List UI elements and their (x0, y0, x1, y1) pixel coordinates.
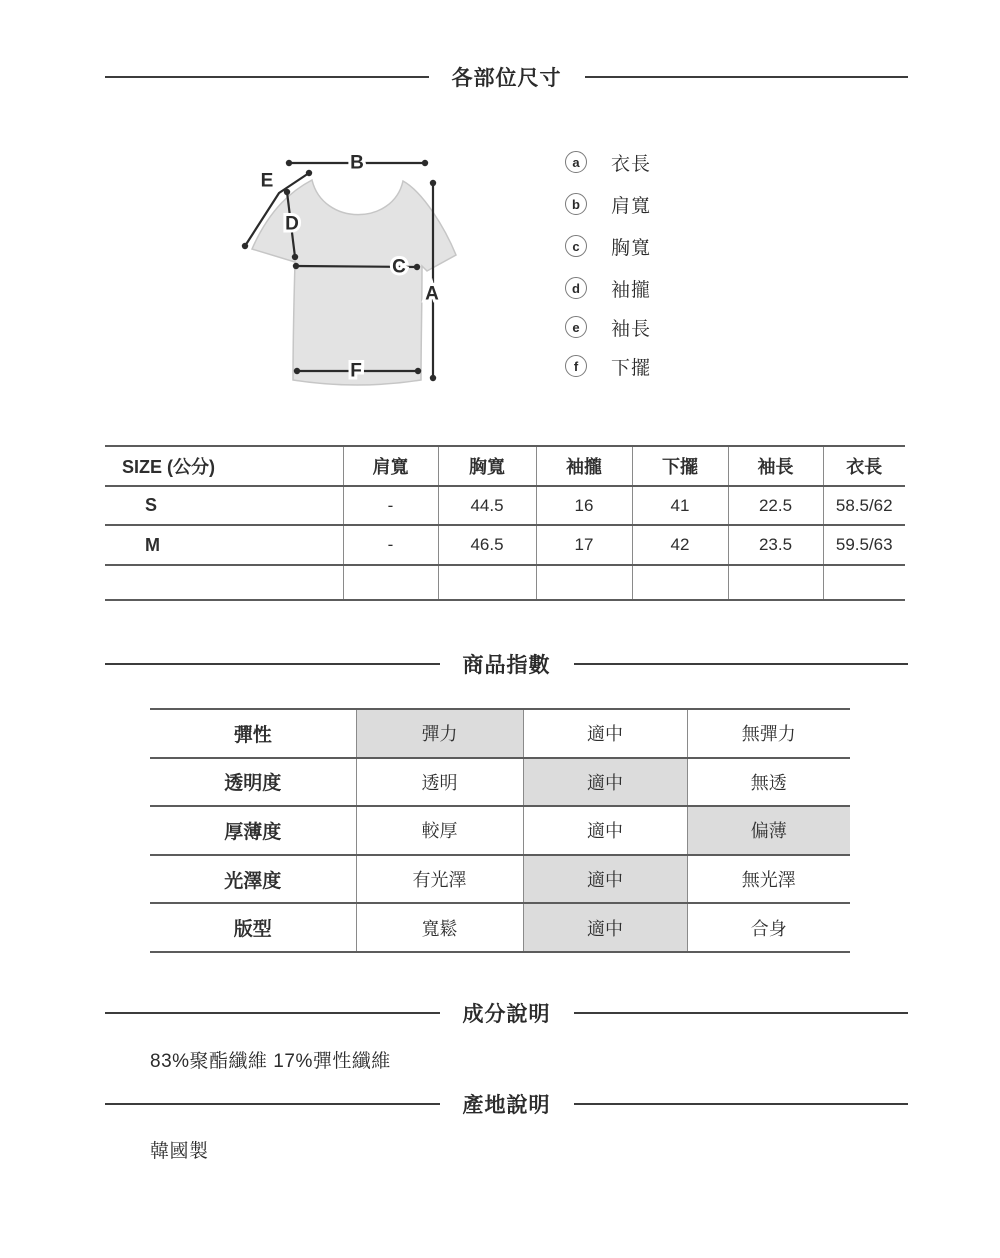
header-rule-left (105, 663, 440, 665)
header-rule-left (105, 1103, 440, 1105)
size-col-header: 袖長 (728, 446, 823, 486)
legend-label: 袖攏 (611, 279, 652, 301)
index-label: 透明度 (224, 773, 282, 795)
circled-letter-f-icon: f (565, 355, 587, 377)
legend-item-e (565, 315, 651, 339)
legend-label: 衣長 (611, 153, 652, 175)
tshirt-shape (252, 180, 456, 385)
size-value: 22.5 (728, 486, 823, 525)
index-option: 無透 (687, 758, 850, 807)
index-row-elasticity (150, 709, 850, 758)
mark-C: C (392, 256, 406, 278)
legend-item-f (565, 354, 651, 378)
header-rule-right (574, 1012, 909, 1014)
origin-section-header (105, 1089, 908, 1119)
index-row-thickness (150, 806, 850, 855)
index-label: 厚薄度 (224, 821, 282, 843)
composition-text: 83%聚酯纖維 17%彈性纖維 (150, 1051, 391, 1072)
size-col-header: 肩寬 (343, 446, 438, 486)
legend-label: 袖長 (611, 318, 652, 340)
index-option: 偏薄 (687, 806, 850, 855)
index-option: 適中 (523, 758, 687, 807)
composition-section-header (105, 998, 908, 1028)
mark-A: A (425, 283, 439, 305)
legend-label: 肩寬 (611, 195, 652, 217)
index-option: 適中 (523, 903, 687, 952)
origin-title: 產地說明 (462, 1094, 551, 1117)
index-row-transparency (150, 758, 850, 807)
index-option: 有光澤 (356, 855, 523, 904)
index-option: 寬鬆 (356, 903, 523, 952)
index-label: 光澤度 (224, 870, 282, 892)
mark-D: D (285, 213, 299, 235)
mark-E: E (260, 170, 274, 192)
legend-item-d (565, 276, 651, 300)
size-row-m (105, 525, 905, 565)
size-col-header: 胸寬 (438, 446, 536, 486)
circled-letter-b-icon: b (565, 193, 587, 215)
legend-item-c (565, 234, 651, 258)
size-table-header-row (105, 446, 905, 486)
size-row-s (105, 486, 905, 525)
origin-text: 韓國製 (150, 1141, 209, 1162)
circled-letter-a-icon: a (565, 151, 587, 173)
size-value: 59.5/63 (823, 525, 905, 565)
header-rule-right (585, 76, 909, 78)
legend-item-a (565, 150, 651, 174)
product-index-title: 商品指數 (462, 654, 551, 677)
size-row-empty (105, 565, 905, 600)
size-value: - (343, 486, 438, 525)
legend-label: 下擺 (611, 357, 652, 379)
circled-letter-c-icon: c (565, 235, 587, 257)
index-option: 透明 (356, 758, 523, 807)
index-option: 適中 (523, 806, 687, 855)
index-label: 彈性 (233, 724, 272, 746)
legend-label: 胸寬 (611, 237, 652, 259)
index-option: 適中 (523, 855, 687, 904)
size-col-header: SIZE (公分) (122, 457, 215, 477)
measurement-legend (565, 150, 785, 390)
product-index-section-header (105, 649, 908, 679)
mark-B: B (350, 152, 364, 174)
size-col-header: 袖攏 (536, 446, 632, 486)
header-rule-right (574, 1103, 909, 1105)
product-index-table (150, 708, 850, 953)
composition-title: 成分說明 (462, 1003, 551, 1026)
legend-item-b (565, 192, 651, 216)
header-rule-left (105, 76, 429, 78)
index-label: 版型 (233, 919, 272, 941)
measurements-title: 各部位尺寸 (451, 67, 562, 90)
index-row-fit (150, 903, 850, 952)
tshirt-measurement-diagram (225, 138, 505, 398)
size-value: 41 (632, 486, 728, 525)
size-value: 16 (536, 486, 632, 525)
circled-letter-d-icon: d (565, 277, 587, 299)
size-value: - (343, 525, 438, 565)
index-row-sheen (150, 855, 850, 904)
size-col-header: 衣長 (823, 446, 905, 486)
size-col-header: 下擺 (632, 446, 728, 486)
size-value: 17 (536, 525, 632, 565)
size-value: 46.5 (438, 525, 536, 565)
size-value: 23.5 (728, 525, 823, 565)
mark-F: F (350, 360, 362, 382)
index-option: 無光澤 (687, 855, 850, 904)
index-option: 彈力 (356, 709, 523, 758)
index-option: 合身 (687, 903, 850, 952)
index-option: 適中 (523, 709, 687, 758)
header-rule-left (105, 1012, 440, 1014)
measurements-section-header (105, 62, 908, 92)
size-name: M (145, 534, 160, 555)
size-table (105, 445, 905, 601)
size-value: 58.5/62 (823, 486, 905, 525)
index-option: 較厚 (356, 806, 523, 855)
size-value: 44.5 (438, 486, 536, 525)
header-rule-right (574, 663, 909, 665)
size-name: S (145, 495, 158, 515)
size-value: 42 (632, 525, 728, 565)
index-option: 無彈力 (687, 709, 850, 758)
circled-letter-e-icon: e (565, 316, 587, 338)
